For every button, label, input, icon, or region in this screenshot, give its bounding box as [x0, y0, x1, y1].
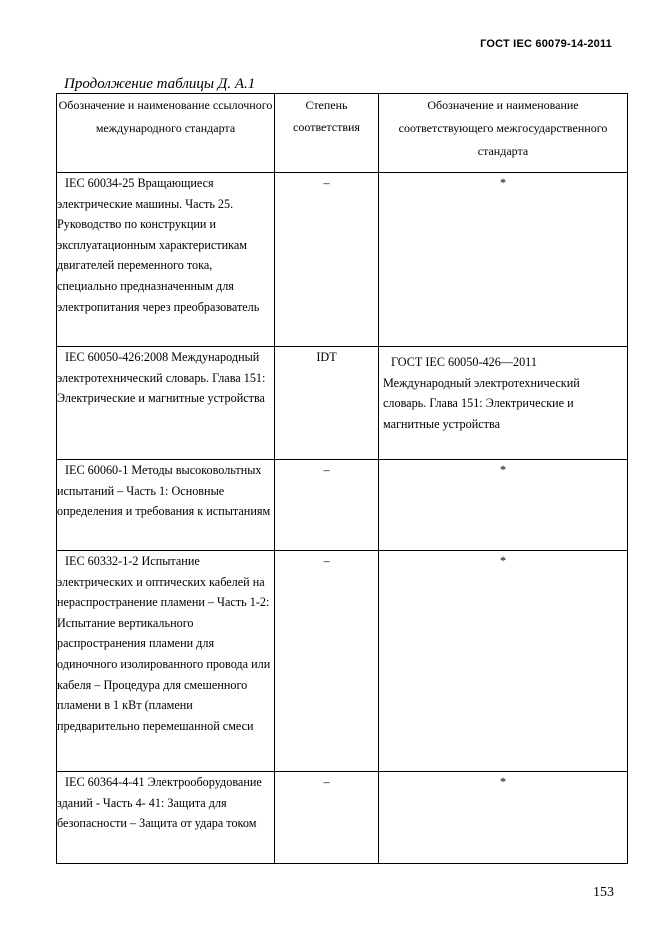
degree-cell: IDT	[275, 347, 379, 460]
equivalent-standard-cell: *	[379, 173, 628, 347]
table-row	[57, 551, 628, 772]
reference-standard-cell: IEC 60060-1 Методы высоковольтных испытаний – Часть 1: Основные определения и требования к испытаниям	[57, 460, 275, 551]
degree-cell: –	[275, 772, 379, 864]
document-id: ГОСТ IEC 60079-14-2011	[480, 38, 612, 50]
table-header-row	[57, 94, 628, 173]
reference-standard-cell: IEC 60034-25 Вращающиеся электрические машины. Часть 25. Руководство по конструкции и эксплуатационным характеристикам двигателей переменного тока, специально предназначенным для электропитания через преобразователь	[57, 173, 275, 347]
equivalent-standard-cell: *	[379, 551, 628, 772]
equivalent-standard-cell: ГОСТ IEC 60050-426—2011 Международный электротехнический словарь. Глава 151: Электрические и магнитные устройства	[379, 347, 628, 460]
reference-standard-cell: IEC 60050-426:2008 Международный электротехнический словарь. Глава 151: Электрические и магнитные устройства	[57, 347, 275, 460]
col-header-degree: Степень соответствия	[275, 94, 379, 173]
reference-standard-cell: IEC 60332-1-2 Испытание электрических и оптических кабелей на нераспространение пламени – Часть 1-2: Испытание вертикального распространения пламени для одиночного изолированного провода или кабеля – Процедура для смешенного пламени в 1 кВт (пламени предварительно перемешанной смеси	[57, 551, 275, 772]
table-caption: Продолжение таблицы Д. А.1	[64, 76, 256, 92]
table-row	[57, 460, 628, 551]
page-number: 153	[593, 885, 614, 900]
equivalent-standard-cell: *	[379, 772, 628, 864]
table-row	[57, 347, 628, 460]
table-row	[57, 173, 628, 347]
col-header-reference-standard: Обозначение и наименование ссылочного международного стандарта	[57, 94, 275, 173]
reference-standard-cell: IEC 60364-4-41 Электрооборудование зданий - Часть 4- 41: Защита для безопасности – Защита от удара током	[57, 772, 275, 864]
standards-table	[56, 93, 628, 864]
degree-cell: –	[275, 460, 379, 551]
degree-cell: –	[275, 551, 379, 772]
table-row	[57, 772, 628, 864]
equivalent-standard-cell: *	[379, 460, 628, 551]
col-header-interstate-standard: Обозначение и наименование соответствующего межгосударственного стандарта	[379, 94, 628, 173]
degree-cell: –	[275, 173, 379, 347]
